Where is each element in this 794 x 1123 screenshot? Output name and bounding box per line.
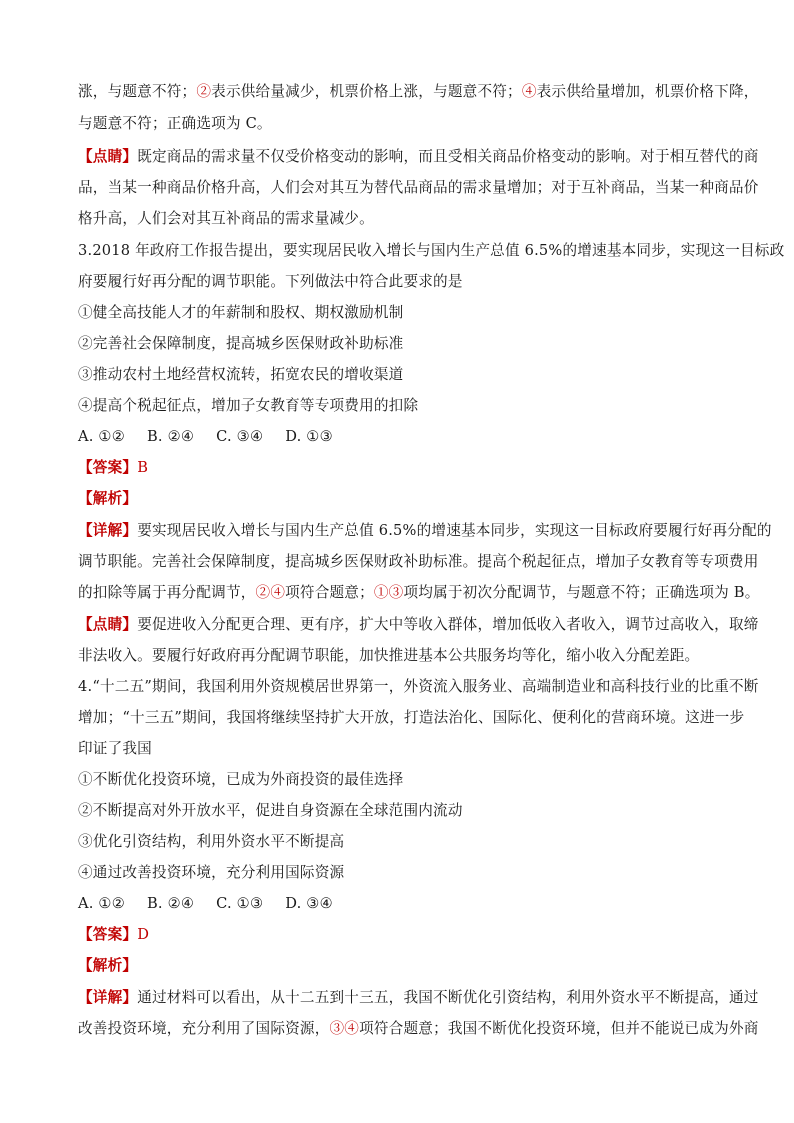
q3-option-c: C. ③④	[216, 428, 264, 445]
option-marker: ④	[521, 83, 537, 100]
text-span: 通过材料可以看出，从十二五到十三五，我国不断优化引资结构，利用外资水平不断提高，通过	[137, 989, 759, 1006]
answer-tag: 【答案】	[78, 926, 138, 943]
q3-item-4: ④提高个税起征点，增加子女教育等专项费用的扣除	[78, 397, 419, 414]
q4-item-1: ①不断优化投资环境，已成为外商投资的最佳选择	[78, 771, 404, 788]
answer-value: D	[137, 926, 150, 943]
q3-xiangjie-line-2: 调节职能。完善社会保障制度，提高城乡医保财政补助标准。提高个税起征点，增加子女教育等专项费用	[78, 553, 759, 570]
q3-options	[78, 427, 355, 447]
option-marker: ②	[196, 83, 212, 100]
xiangjie-tag: 【详解】	[78, 989, 138, 1006]
jiexi-tag: 【解析】	[78, 490, 138, 507]
q3-item-1: ①健全高技能人才的年薪制和股权、期权激励机制	[78, 304, 404, 321]
jiexi-tag: 【解析】	[78, 957, 138, 974]
q4-item-4: ④通过改善投资环境，充分利用国际资源	[78, 864, 345, 881]
q4-item-2: ②不断提高对外开放水平，促进自身资源在全球范围内流动	[78, 802, 463, 819]
q3-dianjing-line-1	[78, 615, 759, 635]
q4-jiexi	[78, 956, 137, 976]
text-span: 表示供给量减少，机票价格上涨，与题意不符；	[211, 83, 522, 100]
q3-option-a: A. ①②	[78, 428, 125, 445]
q4-option-a: A. ①②	[78, 895, 125, 912]
q4-option-c: C. ①③	[216, 895, 264, 912]
answer-value: B	[137, 459, 149, 476]
q3-option-d: D. ①③	[285, 428, 333, 445]
prev-analysis-line-1	[78, 82, 759, 102]
q4-answer	[78, 925, 149, 945]
q4-stem-line-3: 印证了我国	[78, 740, 152, 757]
q4-stem-line-1: 4.“十二五”期间，我国利用外资规模居世界第一，外资流入服务业、高端制造业和高科技行业的比重不断	[78, 678, 759, 695]
q4-xiangjie-line-2	[78, 1019, 759, 1039]
q3-xiangjie-line-1	[78, 521, 772, 541]
q4-option-d: D. ③④	[285, 895, 333, 912]
prev-dianjing-line-1	[78, 147, 759, 167]
prev-analysis-line-2: 与题意不符；正确选项为 C。	[78, 115, 272, 132]
xiangjie-tag: 【详解】	[78, 522, 138, 539]
q3-jiexi	[78, 489, 137, 509]
text-span: 项均属于初次分配调节，与题意不符；正确选项为 B。	[403, 584, 760, 601]
q3-stem-line-2: 府要履行好再分配的调节职能。下列做法中符合此要求的是	[78, 273, 463, 290]
text-span: 涨，与题意不符；	[78, 83, 197, 100]
q3-xiangjie-line-3	[78, 583, 760, 603]
text-span: 的扣除等属于再分配调节，	[78, 584, 256, 601]
q3-answer	[78, 458, 148, 478]
q4-options	[78, 894, 355, 914]
text-span: 改善投资环境，充分利用了国际资源，	[78, 1020, 330, 1037]
q4-stem-line-2: 增加；“十三五”期间，我国将继续坚持扩大开放，打造法治化、国际化、便利化的营商环境。这进一步	[78, 709, 745, 726]
q3-item-2: ②完善社会保障制度，提高城乡医保财政补助标准	[78, 335, 404, 352]
q3-option-b: B. ②④	[146, 428, 195, 445]
q4-option-b: B. ②④	[146, 895, 195, 912]
text-span: 要实现居民收入增长与国内生产总值 6.5%的增速基本同步，实现这一目标政府要履行好再分配的	[137, 522, 772, 539]
q4-xiangjie-line-1	[78, 988, 759, 1008]
text-span: 项符合题意；我国不断优化投资环境，但并不能说已成为外商	[359, 1020, 759, 1037]
option-marker: ③④	[329, 1020, 360, 1037]
q4-item-3: ③优化引资结构，利用外资水平不断提高	[78, 833, 345, 850]
option-marker: ②④	[255, 584, 286, 601]
dianjing-tag: 【点睛】	[78, 616, 138, 633]
option-marker: ①③	[373, 584, 404, 601]
answer-tag: 【答案】	[78, 459, 138, 476]
text-span: 项符合题意；	[285, 584, 374, 601]
text-span: 既定商品的需求量不仅受价格变动的影响，而且受相关商品价格变动的影响。对于相互替代的商	[137, 148, 759, 165]
text-span: 表示供给量增加，机票价格下降，	[536, 83, 759, 100]
q3-dianjing-line-2: 非法收入。要履行好政府再分配调节职能，加快推进基本公共服务均等化，缩小收入分配差距。	[78, 647, 700, 664]
prev-dianjing-line-3: 格升高，人们会对其互补商品的需求量减少。	[78, 210, 374, 227]
q3-item-3: ③推动农村土地经营权流转，拓宽农民的增收渠道	[78, 366, 404, 383]
prev-dianjing-line-2: 品，当某一种商品价格升高，人们会对其互为替代品商品的需求量增加；对于互补商品，当某一种商品价	[78, 179, 759, 196]
dianjing-tag: 【点睛】	[78, 148, 138, 165]
q3-stem-line-1: 3.2018 年政府工作报告提出，要实现居民收入增长与国内生产总值 6.5%的增速基本同步，实现这一目标政	[78, 242, 785, 259]
text-span: 要促进收入分配更合理、更有序，扩大中等收入群体，增加低收入者收入，调节过高收入，取缔	[137, 616, 759, 633]
